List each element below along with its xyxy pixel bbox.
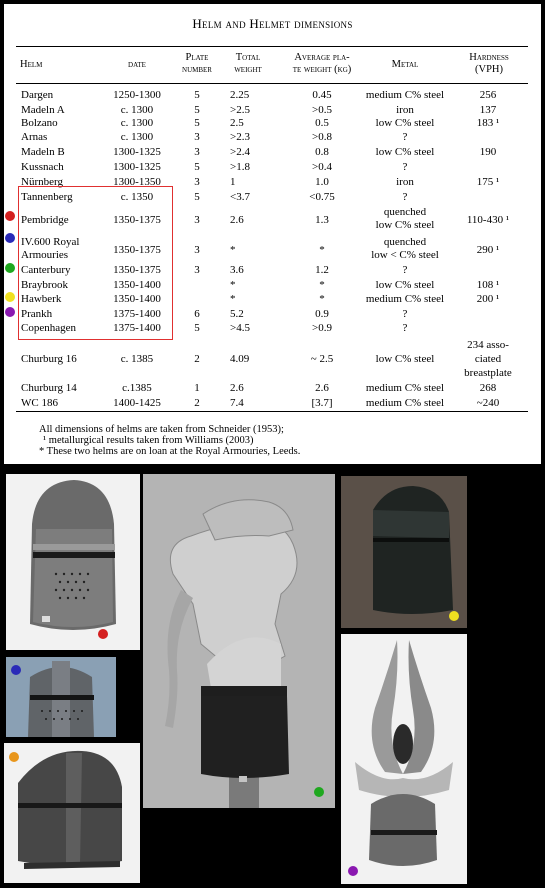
metal-cell: low C% steel <box>375 117 435 129</box>
header-average <box>276 52 368 76</box>
helm-name: Pembridge <box>21 214 69 226</box>
helm-name: Madeln A <box>21 104 65 116</box>
date-cell: c. 1385 <box>120 353 154 365</box>
plate-number-cell: 3 <box>194 214 200 226</box>
average-weight-cell: 2.6 <box>315 382 329 394</box>
purple-dot-marker <box>5 307 15 317</box>
royal-armouries-helm-photo <box>6 657 116 737</box>
table-title: Helm and Helmet dimensions <box>192 16 353 31</box>
braybrook-helm-photo <box>4 743 140 883</box>
dimensions-table-sheet <box>4 4 541 464</box>
note-line: All dimensions of helms are taken from Schneider (1953); <box>39 424 284 435</box>
metal-cell: low C% steel <box>375 353 435 365</box>
table-row <box>4 340 541 379</box>
date-cell: 1350-1400 <box>113 279 161 291</box>
table-notes <box>39 424 300 457</box>
average-weight-cell: 0.9 <box>315 308 329 320</box>
date-cell: c. 1300 <box>120 117 154 129</box>
metal-cell: iron <box>396 104 414 116</box>
metal-cell: low C% steel <box>375 146 435 158</box>
helm-name: WC 186 <box>21 397 58 409</box>
plate-number-cell: 2 <box>194 397 200 409</box>
helm-name: Bolzano <box>21 117 58 129</box>
table-header-rule <box>16 83 528 84</box>
metal-cell: ? <box>402 308 408 320</box>
total-weight-cell: 4.09 <box>230 353 250 365</box>
table-row <box>4 398 541 409</box>
hardness-cell: 183 ¹ <box>476 117 500 129</box>
total-weight-cell: >1.8 <box>230 161 250 173</box>
header-plate-line1: Plate <box>185 52 209 63</box>
average-weight-cell: <0.75 <box>309 191 335 203</box>
table-top-rule <box>16 46 528 47</box>
total-weight-cell: 2.5 <box>230 117 244 129</box>
total-weight-cell: >4.5 <box>230 322 250 334</box>
hardness-cell: 108 ¹ <box>476 279 500 291</box>
total-weight-cell: 2.6 <box>230 382 244 394</box>
helm-name: Dargen <box>21 89 54 101</box>
helm-name: Canterbury <box>21 264 71 276</box>
canterbury-helm-photo <box>143 474 335 808</box>
date-cell: c. 1350 <box>120 191 154 203</box>
average-weight-cell: 0.45 <box>312 89 332 101</box>
plate-number-cell: 5 <box>194 322 200 334</box>
metal-cell: low < C% steel <box>371 249 439 261</box>
helm-name: Nürnberg <box>21 176 63 188</box>
date-cell: 1300-1350 <box>113 176 161 188</box>
metal-cell: medium C% steel <box>365 397 445 409</box>
header-average-line2: te weight (kg) <box>292 64 352 75</box>
metal-cell: medium C% steel <box>365 382 445 394</box>
average-weight-cell: 1.3 <box>315 214 329 226</box>
header-average-line1: Average pla- <box>294 52 350 63</box>
metal-cell: ? <box>402 131 408 143</box>
header-metal: Metal <box>391 59 419 70</box>
header-total-line2: weight <box>234 64 262 75</box>
header-total <box>225 52 271 76</box>
prankh-helm-photo <box>341 634 467 884</box>
helm-name: Arnas <box>21 131 48 143</box>
date-cell: 1350-1375 <box>113 264 161 276</box>
hardness-cell: 110-430 ¹ <box>466 214 510 226</box>
plate-number-cell: 2 <box>194 353 200 365</box>
average-weight-cell: 1.2 <box>315 264 329 276</box>
hardness-cell: ciated <box>474 353 502 365</box>
hardness-cell: 234 asso- <box>467 339 509 351</box>
total-weight-cell: 2.6 <box>230 214 244 226</box>
average-weight-cell: [3.7] <box>311 397 333 409</box>
date-cell: 1300-1325 <box>113 146 161 158</box>
blue-dot-marker <box>5 233 15 243</box>
helm-name: Braybrook <box>21 279 69 291</box>
date-cell: c.1385 <box>122 382 152 394</box>
date-cell: c. 1300 <box>120 131 154 143</box>
helm-name: Prankh <box>21 308 53 320</box>
metal-cell: medium C% steel <box>365 89 445 101</box>
plate-number-cell: 5 <box>194 104 200 116</box>
header-hardness-line1: Hardness <box>469 52 509 63</box>
metal-cell: medium C% steel <box>365 293 445 305</box>
average-weight-cell: ~ 2.5 <box>310 353 334 365</box>
metal-cell: quenched <box>383 206 427 218</box>
average-weight-cell: >0.5 <box>312 104 332 116</box>
plate-number-cell: 3 <box>194 146 200 158</box>
helm-name: IV.600 Royal <box>21 236 80 248</box>
header-helm: Helm <box>20 59 43 70</box>
pembridge-helm-photo <box>6 474 140 650</box>
table-row <box>4 118 541 129</box>
date-cell: 1250-1300 <box>113 89 161 101</box>
hardness-cell: 256 <box>479 89 497 101</box>
total-weight-cell: * <box>230 279 236 291</box>
hardness-cell: 190 <box>479 146 497 158</box>
metal-cell: low C% steel <box>375 219 435 231</box>
table-row <box>4 162 541 173</box>
date-cell: 1350-1400 <box>113 293 161 305</box>
table-row <box>4 147 541 158</box>
total-weight-cell: >2.4 <box>230 146 250 158</box>
note-line: ¹ metallurgical results taken from Williams (2003) <box>43 435 254 446</box>
header-hardness <box>459 52 519 76</box>
table-row <box>4 383 541 394</box>
table-row <box>4 132 541 143</box>
average-weight-cell: * <box>319 279 325 291</box>
total-weight-cell: 2.25 <box>230 89 250 101</box>
total-weight-cell: * <box>230 293 236 305</box>
header-total-line1: Total <box>235 52 261 63</box>
header-plate <box>172 52 222 76</box>
helm-name: Armouries <box>21 249 69 261</box>
plate-number-cell: 5 <box>194 191 200 203</box>
plate-number-cell: 3 <box>194 244 200 256</box>
helm-name: Tannenberg <box>21 191 73 203</box>
metal-cell: iron <box>396 176 414 188</box>
total-weight-cell: 3.6 <box>230 264 244 276</box>
metal-cell: quenched <box>383 236 427 248</box>
date-cell: 1300-1325 <box>113 161 161 173</box>
helm-name: Madeln B <box>21 146 65 158</box>
red-dot-marker <box>5 211 15 221</box>
hardness-cell: breastplate <box>464 367 512 379</box>
hardness-cell: ~240 <box>476 397 500 409</box>
plate-number-cell: 3 <box>194 131 200 143</box>
header-hardness-line2: (VPH) <box>475 64 503 75</box>
total-weight-cell: 7.4 <box>230 397 244 409</box>
metal-cell: ? <box>402 322 408 334</box>
total-weight-cell: >2.5 <box>230 104 250 116</box>
average-weight-cell: * <box>319 244 325 256</box>
total-weight-cell: 5.2 <box>230 308 244 320</box>
total-weight-cell: >2.3 <box>230 131 250 143</box>
hardness-cell: 200 ¹ <box>476 293 500 305</box>
plate-number-cell: 5 <box>194 117 200 129</box>
helm-name: Churburg 14 <box>21 382 77 394</box>
plate-number-cell: 5 <box>194 161 200 173</box>
total-weight-cell: 1 <box>230 176 236 188</box>
helm-name: Churburg 16 <box>21 353 77 365</box>
average-weight-cell: >0.4 <box>312 161 332 173</box>
total-weight-cell: * <box>230 244 236 256</box>
highlight-box <box>18 186 173 340</box>
hardness-cell: 268 <box>479 382 497 394</box>
header-date: date <box>128 59 146 70</box>
average-weight-cell: >0.8 <box>312 131 332 143</box>
date-cell: 1400-1425 <box>113 397 161 409</box>
table-row <box>4 90 541 101</box>
helm-name: Kussnach <box>21 161 64 173</box>
average-weight-cell: 0.5 <box>315 117 329 129</box>
average-weight-cell: 1.0 <box>315 176 329 188</box>
average-weight-cell: 0.8 <box>315 146 329 158</box>
date-cell: 1350-1375 <box>113 244 161 256</box>
metal-cell: ? <box>402 161 408 173</box>
helm-name: Hawberk <box>21 293 62 305</box>
metal-cell: ? <box>402 264 408 276</box>
total-weight-cell: <3.7 <box>230 191 250 203</box>
table-row <box>4 105 541 116</box>
plate-number-cell: 5 <box>194 89 200 101</box>
plate-number-cell: 3 <box>194 176 200 188</box>
hardness-cell: 290 ¹ <box>476 244 500 256</box>
date-cell: 1375-1400 <box>113 308 161 320</box>
metal-cell: low C% steel <box>375 279 435 291</box>
green-dot-marker <box>5 263 15 273</box>
date-cell: c. 1300 <box>120 104 154 116</box>
plate-number-cell: 6 <box>194 308 200 320</box>
note-line: * These two helms are on loan at the Royal Armouries, Leeds. <box>39 446 301 457</box>
header-plate-line2: number <box>182 64 212 75</box>
average-weight-cell: >0.9 <box>312 322 332 334</box>
date-cell: 1375-1400 <box>113 322 161 334</box>
average-weight-cell: * <box>319 293 325 305</box>
helm-name: Copenhagen <box>21 322 76 334</box>
hawberk-helm-photo <box>341 476 467 628</box>
metal-cell: ? <box>402 191 408 203</box>
hardness-cell: 175 ¹ <box>476 176 500 188</box>
date-cell: 1350-1375 <box>113 214 161 226</box>
yellow-dot-marker <box>5 292 15 302</box>
plate-number-cell: 3 <box>194 264 200 276</box>
hardness-cell: 137 <box>479 104 497 116</box>
table-bottom-rule <box>16 411 528 412</box>
plate-number-cell: 1 <box>194 382 200 394</box>
